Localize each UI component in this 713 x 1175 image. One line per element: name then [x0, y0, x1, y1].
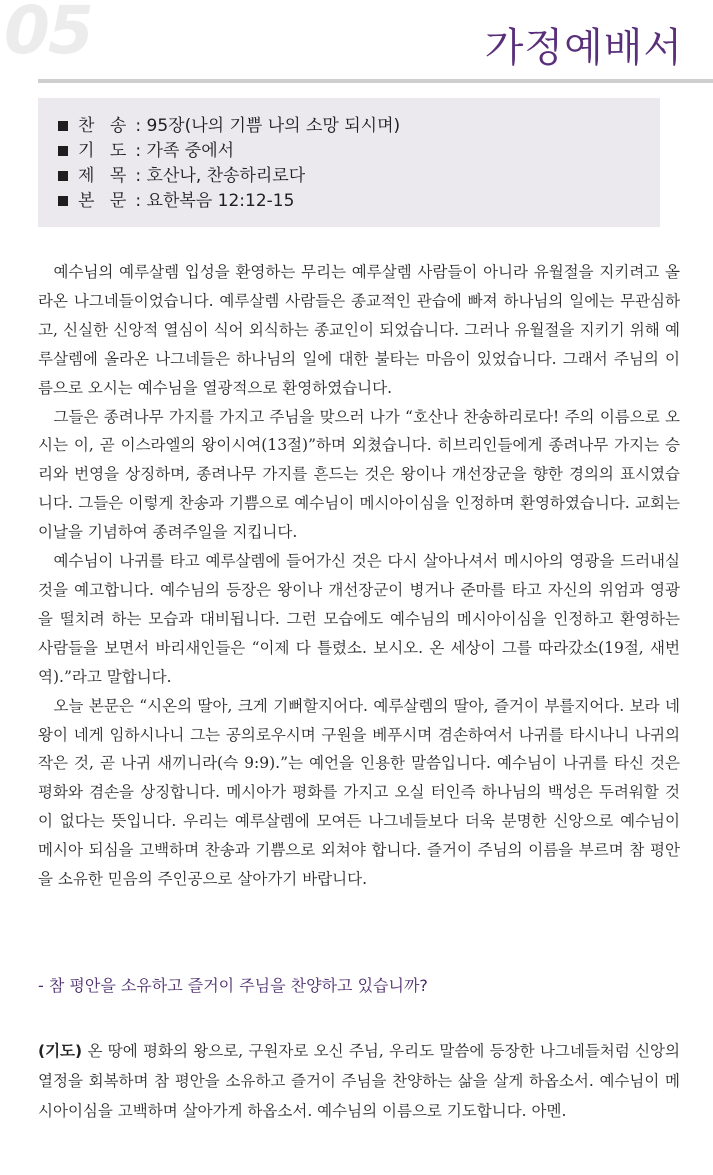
closing-prayer: [38, 1036, 680, 1126]
info-label: 제 목: [78, 166, 132, 186]
square-bullet-icon: [58, 196, 68, 206]
info-label: 찬 송: [78, 116, 132, 136]
page-title: 가정예배서: [484, 25, 683, 71]
prayer-label: (기도): [38, 1042, 83, 1060]
info-value: 95장(나의 기쁨 나의 소망 되시며): [146, 116, 401, 136]
header-divider: [38, 79, 713, 83]
prayer-text: 온 땅에 평화의 왕으로, 구원자로 오신 주님, 우리도 말씀에 등장한 나그네들처럼 신앙의 열정을 회복하며 참 평안을 소유하고 즐거이 주님을 찬양하는 삶을 살게 하옵소서. 예수님이 메시아이심을 고백하며 살아가게 하옵소서. 예수님의 이름으로 기도합니다. 아멘.: [38, 1042, 680, 1120]
sermon-paragraph: 오늘 본문은 “시온의 딸아, 크게 기뻐할지어다. 예루살렘의 딸아, 즐거이 부를지어다. 보라 네 왕이 네게 임하시나니 그는 공의로우시며 구원을 베푸시며 겸손하여서 나귀를 타시나니 나귀의 작은 것, 곧 나귀 새끼니라(슥 9:9).”는 예언을 인용한 말씀입니다. 예수님이 나귀를 타신 것은 평화와 겸손을 상징합니다. 메시아가 평화를 가지고 오실 터인즉 하나님의 백성은 두려워할 것이 없다는 뜻입니다. 우리는 예루살렘에 모여든 나그네들보다 더욱 분명한 신앙으로 예수님이 메시아 되심을 고백하며 찬송과 기쁨으로 외쳐야 합니다. 즐거이 주님의 이름을 부르며 참 평안을 소유한 믿음의 주인공으로 살아가기 바랍니다.: [38, 696, 680, 889]
square-bullet-icon: [58, 121, 68, 131]
info-label: 본 문: [78, 191, 132, 211]
section-number: 05: [4, 0, 92, 69]
sermon-body: [38, 258, 680, 894]
square-bullet-icon: [58, 171, 68, 181]
sermon-paragraph: 예수님이 나귀를 타고 예루살렘에 들어가신 것은 다시 살아나셔서 메시아의 영광을 드러내실 것을 예고합니다. 예수님의 등장은 왕이나 개선장군이 병거나 준마를 타고 자신의 위엄과 영광을 떨치려 하는 모습과 대비됩니다. 그런 모습에도 예수님의 메시아이심을 인정하고 환영하는 사람들을 보면서 바리새인들은 “이제 다 틀렸소. 보시오. 온 세상이 그를 따라갔소(19절, 새번역).”라고 말합니다.: [38, 552, 680, 686]
info-value: 요한복음 12:12-15: [146, 191, 295, 211]
info-value: 호산나, 찬송하리로다: [146, 166, 306, 186]
info-row-hymn: 찬 송 : 95장(나의 기쁨 나의 소망 되시며): [58, 114, 660, 139]
info-row-scripture: 본 문 : 요한복음 12:12-15: [58, 189, 660, 214]
reflection-question: - 참 평안을 소유하고 즐거이 주님을 찬양하고 있습니까?: [38, 976, 428, 995]
square-bullet-icon: [58, 146, 68, 156]
info-label: 기 도: [78, 141, 132, 161]
sermon-paragraph: 그들은 종려나무 가지를 가지고 주님을 맞으러 나가 “호산나 찬송하리로다! 주의 이름으로 오시는 이, 곧 이스라엘의 왕이시여(13절)”하며 외쳤습니다. 히브리인들에게 종려나무 가지는 승리와 번영을 상징하며, 종려나무 가지를 흔드는 것은 왕이나 개선장군을 향한 경의의 표시였습니다. 그들은 이렇게 찬송과 기쁨으로 예수님이 메시아이심을 인정하며 환영하였습니다. 교회는 이날을 기념하여 종려주일을 지킵니다.: [38, 407, 680, 542]
sermon-paragraph: 예수님의 예루살렘 입성을 환영하는 무리는 예루살렘 사람들이 아니라 유월절을 지키려고 올라온 나그네들이었습니다. 예루살렘 사람들은 종교적인 관습에 빠져 하나님의 일에는 무관심하고, 신실한 신앙적 열심이 식어 외식하는 종교인이 되었습니다. 그러나 유월절을 지키기 위해 예루살렘에 올라온 나그네들은 하나님의 일에 대한 불타는 마음이 있었습니다. 그래서 주님의 이름으로 오시는 예수님을 열광적으로 환영하였습니다.: [38, 263, 680, 397]
info-row-prayer: 기 도 : 가족 중에서: [58, 139, 660, 164]
info-value: 가족 중에서: [146, 141, 235, 161]
info-row-title: 제 목 : 호산나, 찬송하리로다: [58, 164, 660, 189]
service-info-box: [38, 98, 660, 227]
